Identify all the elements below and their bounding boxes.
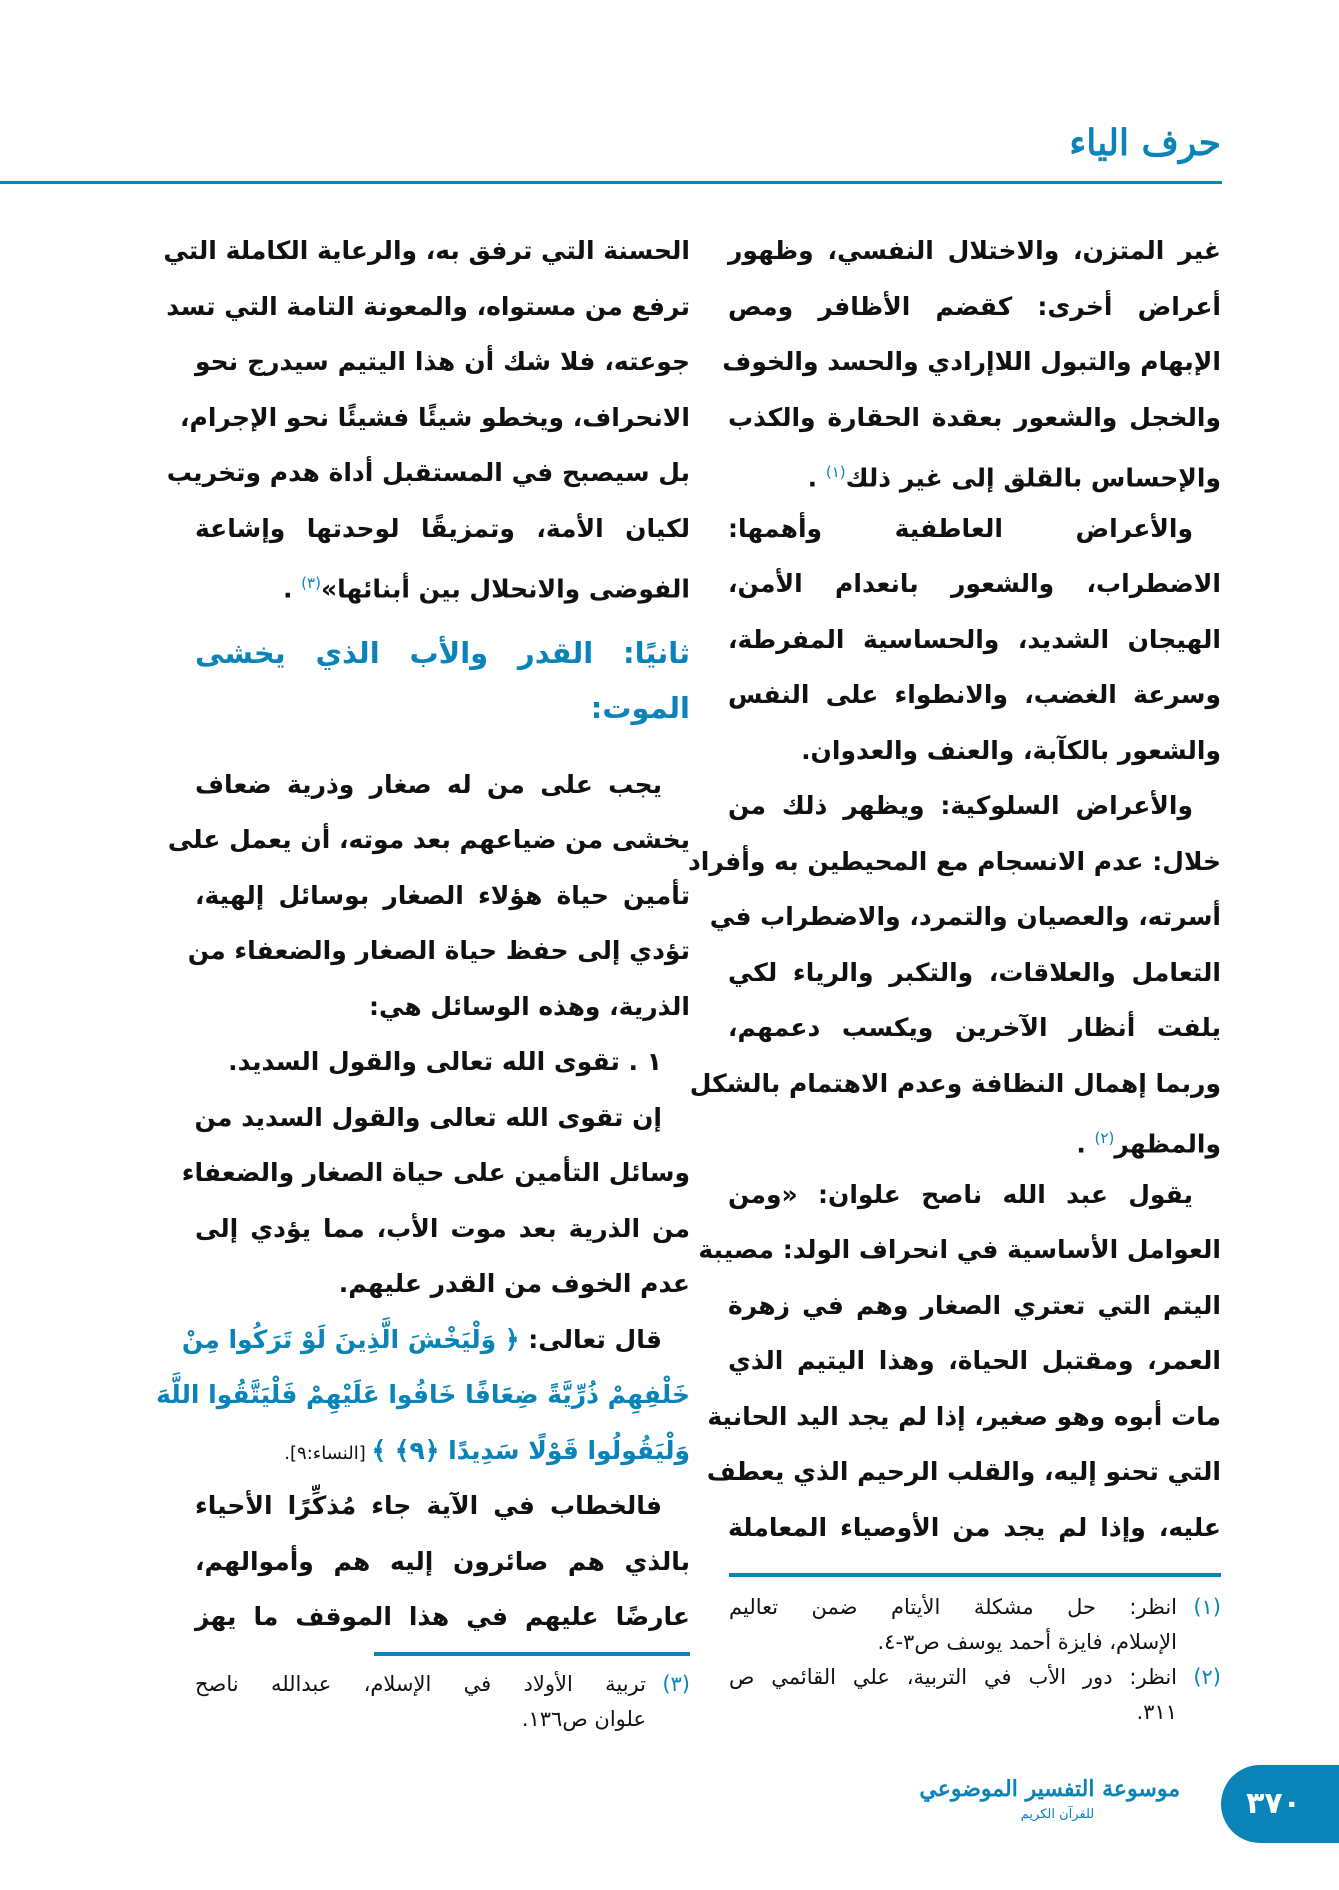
footnote-marker: (٣) (301, 574, 321, 592)
line-text: من الذرية بعد موت الأب، مما يؤدي إلى (195, 1213, 690, 1243)
footnote-line: الإسلام، فايزة أحمد يوسف ص٣-٤. (877, 1630, 1177, 1654)
line-text: عليه، وإذا لم يجد من الأوصياء المعاملة (728, 1512, 1221, 1542)
line-text: العمر، ومقتبل الحياة، وهذا اليتيم الذي (728, 1346, 1221, 1375)
right-column (687, 223, 1221, 1555)
text-line (728, 1500, 1221, 1556)
line-text: يقول عبد الله ناصح علوان: «ومن (728, 1179, 1193, 1209)
text-line (728, 1167, 1221, 1223)
text-line (195, 334, 690, 390)
text-line (181, 1312, 690, 1368)
line-text: إن تقوى الله تعالى والقول السديد من (194, 1102, 662, 1132)
text-line (167, 812, 690, 868)
line-text: وسرعة الغضب، والانطواء على النفس (728, 680, 1221, 709)
footnote-number: (٢) (1193, 1665, 1221, 1689)
footnote-separator-left (374, 1652, 690, 1656)
text-line (706, 1444, 1221, 1500)
text-line (728, 945, 1221, 1001)
line-text: والإحساس بالقلق إلى غير ذلك (845, 463, 1221, 493)
line-text: ترفع من مستواه، والمعونة التامة التي تسد (166, 291, 690, 321)
paragraph (687, 778, 1221, 1167)
line-text: عارضًا عليهم في هذا الموقف ما يهز (195, 1602, 690, 1631)
line-text: أعراض أخرى: كقضم الأظافر ومص (728, 291, 1221, 321)
text-line (195, 1589, 690, 1645)
line-text: يلفت أنظار الآخرين ويكسب دعمهم، (728, 1013, 1221, 1042)
line-text: الذرية، وهذه الوسائل هي: (369, 991, 690, 1021)
paragraph (195, 1034, 690, 1090)
footnote-marker: (٢) (1094, 1129, 1115, 1147)
line-text: بالذي هم صائرون إليه هم وأموالهم، (195, 1546, 690, 1576)
footnote-line: انظر: حل مشكلة الأيتام ضمن تعاليم (729, 1595, 1177, 1619)
quran-verse-text: خَلْفِهِمْ ذُرِّيَّةً ضِعَافًا خَافُوا عَلَيْهِمْ فَلْيَتَّقُوا اللَّهَ (156, 1380, 690, 1409)
paragraph (195, 1478, 690, 1645)
text-line (195, 1534, 690, 1590)
line-text: خلال: عدم الانسجام مع المحيطين به وأفراد (687, 846, 1221, 876)
encyclopedia-logo (919, 1772, 1180, 1824)
text-line (687, 834, 1221, 890)
paragraph (722, 223, 1221, 501)
line-text: الموت: (590, 691, 690, 725)
paragraph (167, 757, 690, 1035)
text-line (156, 1367, 690, 1423)
section-heading (195, 626, 690, 737)
text-line (728, 723, 1221, 779)
line-text: العوامل الأساسية في انحراف الولد: مصيبة (698, 1235, 1221, 1264)
text-line (728, 667, 1221, 723)
text-line (728, 778, 1221, 834)
line-text: الانحراف، ويخطو شيئًا فشيئًا نحو الإجرام، (180, 402, 690, 432)
footnote-line: انظر: دور الأب في التربية، علي القائمي ص (729, 1665, 1177, 1689)
line-text: ثانيًا: القدر والأب الذي يخشى (195, 635, 690, 670)
line-text: التعامل والعلاقات، والتكبر والرياء لكي (728, 957, 1221, 987)
line-text: عدم الخوف من القدر عليهم. (338, 1269, 690, 1298)
line-text: اليتم التي تعتري الصغار وهم في زهرة (728, 1290, 1221, 1320)
quran-verse-text: ﴿ وَلْيَخْشَ الَّذِينَ لَوْ تَرَكُوا مِنْ (181, 1324, 520, 1354)
text-line (728, 1000, 1221, 1056)
paragraph (698, 1167, 1221, 1556)
text-line (195, 626, 690, 682)
text-line (195, 1478, 690, 1534)
line-text: مات أبوه وهو صغير، إذا لم يجد اليد الحانية (707, 1401, 1221, 1431)
quran-verse-text: وَلْيَقُولُوا قَوْلًا سَدِيدًا ﴿٩﴾ ﴾ (371, 1435, 690, 1465)
text-line (722, 334, 1221, 390)
line-text: والمظهر (1114, 1129, 1221, 1159)
logo-subtitle: للقرآن الكريم (1020, 1807, 1095, 1822)
text-line (689, 1056, 1221, 1112)
text-line (163, 223, 690, 279)
line-text: بل سيصبح في المستقبل أداة هدم وتخريب (166, 458, 690, 487)
text-line (728, 223, 1221, 279)
footnote-number: (١) (1193, 1595, 1221, 1619)
text-line (195, 1256, 690, 1312)
footnote-separator-right (729, 1573, 1221, 1577)
footnotes-left (195, 1667, 690, 1737)
footnote-line: تربية الأولاد في الإسلام، عبدالله ناصح (195, 1672, 646, 1696)
text-line (728, 1333, 1221, 1389)
text-line (195, 681, 690, 737)
footnote-line: علوان ص١٣٦. (521, 1707, 646, 1731)
footnote (729, 1590, 1221, 1660)
text-line (166, 279, 690, 335)
footnote (195, 1667, 690, 1737)
line-text: وسائل التأمين على حياة الصغار والضعفاء (181, 1158, 690, 1187)
line-text: والخجل والشعور بعقدة الحقارة والكذب (728, 402, 1221, 432)
line-text: وربما إهمال النظافة وعدم الاهتمام بالشكل (689, 1068, 1221, 1098)
text-line (728, 1278, 1221, 1334)
text-line: الفوضى والانحلال بين أبنائها»$^{(٣)}$ . (282, 574, 690, 604)
paragraph (163, 223, 690, 612)
line-text: التي تحنو إليه، والقلب الرحيم الذي يعطف (706, 1457, 1221, 1486)
line-text: والأعراض العاطفية وأهمها: (728, 513, 1193, 543)
footnote-number: (٣) (662, 1672, 690, 1696)
header-rule (0, 181, 1222, 184)
line-text: الفوضى والانحلال بين أبنائها» (320, 574, 690, 604)
line-text: لكيان الأمة، وتمزيقًا لوحدتها وإشاعة (195, 513, 690, 543)
text-line (195, 979, 690, 1035)
text-line (195, 1201, 690, 1257)
line-text: غير المتزن، والاختلال النفسي، وظهور (728, 236, 1221, 265)
line-text: والأعراض السلوكية: ويظهر ذلك من (728, 791, 1193, 820)
text-line (728, 390, 1221, 446)
line-text: الحسنة التي ترفق به، والرعاية الكاملة التي (163, 236, 690, 265)
text-line (709, 889, 1221, 945)
footnote-text (729, 1590, 1177, 1660)
text-line (707, 1389, 1221, 1445)
paragraph (728, 501, 1221, 779)
line-text: الإبهام والتبول اللاإرادي والحسد والخوف (722, 347, 1221, 376)
text-line (195, 501, 690, 557)
text-line (195, 868, 690, 924)
verse-paragraph (156, 1312, 690, 1479)
text-line (187, 923, 690, 979)
line-text: ١ . تقوى الله تعالى والقول السديد. (228, 1047, 662, 1076)
verse-intro: قال تعالى: (519, 1324, 662, 1354)
text-line (195, 1090, 690, 1146)
line-text: يخشى من ضياعهم بعد موته، أن يعمل على (167, 825, 690, 854)
footnote-text (729, 1660, 1177, 1730)
chapter-title: حرف الياء (1069, 122, 1221, 164)
text-line (195, 757, 690, 813)
line-text: جوعته، فلا شك أن هذا اليتيم سيدرج نحو (195, 347, 690, 376)
line-text: أسرته، والعصيان والتمرد، والاضطراب في (709, 902, 1221, 931)
footnotes-right (729, 1590, 1221, 1730)
line-text: يجب على من له صغار وذرية ضعاف (195, 769, 662, 799)
text-line (698, 1222, 1221, 1278)
footnote-text (195, 1667, 646, 1737)
text-line (728, 501, 1221, 557)
verse-reference: [النساء:٩]. (284, 1442, 372, 1464)
text-line (728, 279, 1221, 335)
line-text: فالخطاب في الآية جاء مُذكِّرًا الأحياء (195, 1491, 662, 1520)
line-text: تؤدي إلى حفظ حياة الصغار والضعفاء من (187, 936, 690, 965)
paragraph (181, 1090, 690, 1312)
line-text: الاضطراب، والشعور بانعدام الأمن، (728, 569, 1221, 598)
page-number-tab (1221, 1765, 1339, 1843)
text-line (195, 1034, 690, 1090)
text-line: والمظهر$^{(٢)}$ . (1076, 1129, 1221, 1159)
line-text: الهيجان الشديد، والحساسية المفرطة، (728, 624, 1221, 654)
footnote-line: ٣١١. (1136, 1700, 1177, 1724)
text-line (180, 390, 690, 446)
left-column (156, 223, 690, 1645)
text-line (181, 1145, 690, 1201)
line-text: تأمين حياة هؤلاء الصغار بوسائل إلهية، (195, 880, 690, 910)
footnote (729, 1660, 1221, 1730)
text-line: والإحساس بالقلق إلى غير ذلك$^{(١)}$ . (807, 463, 1221, 493)
footnote-marker: (١) (825, 463, 846, 481)
page-number: ٣٧٠ (1246, 1786, 1301, 1821)
text-line (166, 445, 690, 501)
logo-title: موسوعة التفسير الموضوعي (919, 1776, 1180, 1802)
line-text: والشعور بالكآبة، والعنف والعدوان. (801, 735, 1221, 765)
text-line (728, 612, 1221, 668)
text-line (195, 1423, 690, 1479)
text-line (728, 556, 1221, 612)
